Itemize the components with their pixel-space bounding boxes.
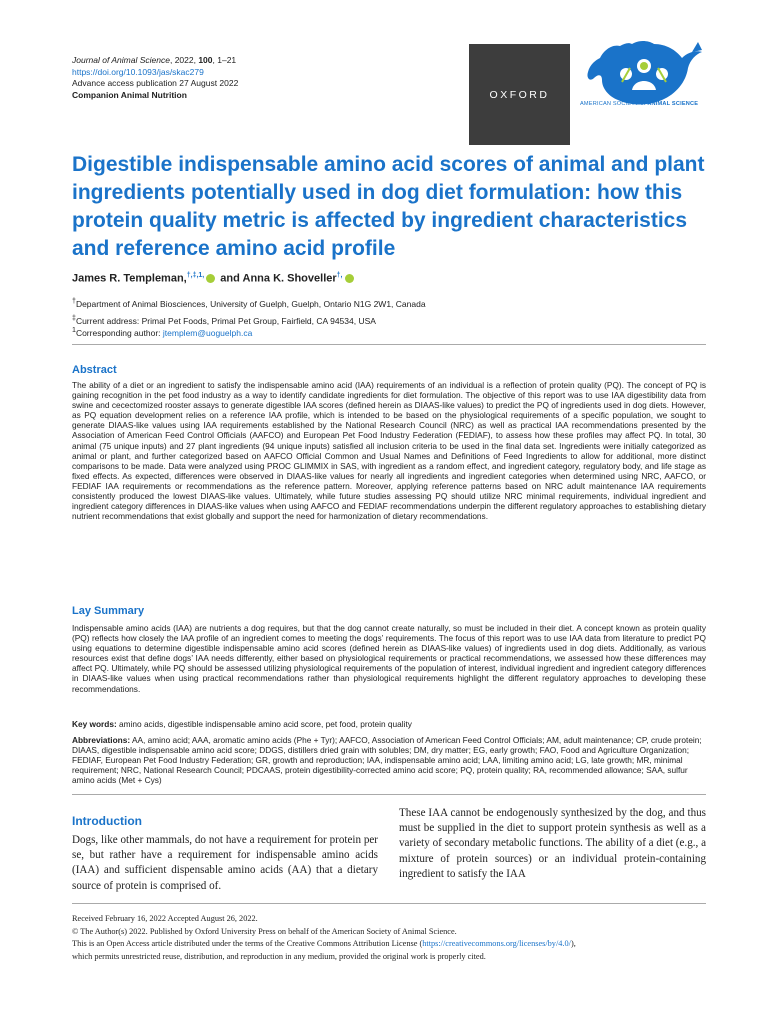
orcid-icon[interactable]	[345, 274, 354, 283]
received-dates: Received February 16, 2022 Accepted August 26, 2022.	[72, 914, 258, 923]
section-label: Companion Animal Nutrition	[72, 89, 187, 100]
volume: 100	[198, 55, 213, 65]
journal-info	[72, 55, 238, 101]
license-link[interactable]: https://creativecommons.org/licenses/by/4.0/	[422, 939, 571, 949]
author-shoveller[interactable]: Anna K. Shoveller	[242, 272, 337, 285]
affiliation-department: †Department of Animal Biosciences, University of Guelph, Guelph, Ontario N1G 2W1, Canada	[72, 297, 426, 309]
journal-name: Journal of Animal Science	[72, 55, 170, 65]
author-templeman[interactable]: James R. Templeman,	[72, 272, 187, 285]
license-line-2: which permits unrestricted reuse, distribution, and reproduction in any medium, provided the original work is properly cited.	[72, 951, 486, 961]
keywords: Key words: amino acids, digestible indispensable amino acid score, pet food, protein quality	[72, 719, 412, 729]
copyright: © The Author(s) 2022. Published by Oxford University Press on behalf of the American Society of Animal Science.	[72, 926, 457, 936]
oxford-logo: OXFORD	[469, 44, 570, 145]
intro-column-2: These IAA cannot be endogenously synthesized by the dog, and thus must be supplied in the diet to support protein synthesis as well as a variety of secondary metabolic functions. The ability of a diet (e.g., a mixture of protein sources) or an individual protein-containing ingredient to satisfy the IAA	[399, 807, 706, 880]
divider	[72, 344, 706, 345]
introduction-heading: Introduction	[72, 814, 142, 828]
footer	[72, 913, 712, 963]
divider	[72, 794, 706, 795]
abstract-text: The ability of a diet or an ingredient to satisfy the indispensable amino acid (IAA) requirements of an individual is a reflection of protein quality (PQ). The concept of PQ is gaining recognition in the pet food industry as a way to identify candidate ingredients for diet formulation. The objective of this report was to use IAA digestibility data from swine and cecectomized rooster assays to generate digestible IAA scores (defined herein as DIAAS-like values) to predict the PQ of ingredients used in dog diets. However, as PQ equation development relies on a reference IAA profile, which is intended to be based on the physiological requirements of a specific population, we sought to generate DIAAS-like values using IAA requirements established by the National Research Council (NRC) as well as practical IAA recommendations presented by the Association of American Feed Control Officials (AAFCO) and European Pet Food Industry Federation (FEDIAF), to assess how these profiles may affect PQ. In total, 30 animal (75 unique inputs) and 27 plant ingredients (94 unique inputs) satisfied all inclusion criteria to be used in the final data set. Ingredients were initially categorized as animal or plant, and further categorized based on AAFCO Official Common and Usual Names and Definitions of Feed Ingredients to allow for additional, more distinct comparisons to be made. Data were analyzed using PROC GLIMMIX in SAS, with ingredient as a random effect, and ingredient category, regulatory body, and life stage as fixed effects. As expected, differences were observed in DIAAS-like values for nearly all ingredients and ingredient categories when determined using NRC, AAFCO, or FEDIAF IAA requirements or recommendations as the reference pattern. Moreover, applying reference patterns based on NRC adult maintenance IAA requirements consistently produced the lowest DIAAS-like values. Ultimately, while future studies assessing PQ should utilize NRC minimal requirements, individual ingredient and ingredient category differences in DIAAS-like values when using AAFCO and FEDIAF recommendations underpin the different regulatory approaches to establishing dietary nutrient recommendations that exist globally and support the need for harmonization of dietary recommendations.	[72, 380, 706, 522]
advance-access: Advance access publication 27 August 2022	[72, 78, 239, 88]
article-title: Digestible indispensable amino acid scores of animal and plant ingredients potentially used in dog diet formulation: how this protein quality metric is affected by ingredient characteristics and reference amino acid profile	[72, 153, 705, 260]
abstract-heading: Abstract	[72, 364, 117, 376]
affiliation-current: ‡Current address: Primal Pet Foods, Primal Pet Group, Fairfield, CA 94534, USA	[72, 314, 376, 326]
abbreviations: Abbreviations: AA, amino acid; AAA, aromatic amino acids (Phe + Tyr); AAFCO, Association of American Feed Control Officials; AM, adult maintenance; CP, crude protein; DIAAS, digestible indispensable amino acid score; DDGS, distillers dried grain with solubles; DM, dry matter; EG, early growth; FAO, Food and Agriculture Organization; FEDIAF, European Pet Food Industry Federation; GR, growth and reproduction; IAA, indispensable amino acid; LAA, limiting amino acid; LG, late growth; MR, minimal requirement; NRC, National Research Council; PDCAAS, protein digestibility-corrected amino acid score; PQ, protein quality; RA, recommended allowance; SAA, sulfur amino acids (Met + Cys)	[72, 735, 702, 786]
corresponding-email-link[interactable]: jtemplem@uoguelph.ca	[162, 327, 253, 338]
lay-summary-heading: Lay Summary	[72, 605, 145, 617]
lay-summary-text: Indispensable amino acids (IAA) are nutrients a dog requires, but that the dog cannot create naturally, so must be included in their diet. A concept known as protein quality (PQ) reflects how closely the IAA profile of an ingredient comes to meeting the dogs’ requirements. The focus of this report was to use IAA data from literature to predict PQ using equations to determine digestible indispensable amino acid scores (defined herein as DIAAS-like values) of ingredients used in dog diets. Additionally, as various resources exist that define dogs’ IAA needs differently, either based on physiological requirements or practical recommendations, we assessed how these differences may affect PQ. Ultimately, while PQ should be assessed utilizing physiological requirements of the population of interest, individual ingredient and ingredient category differences in DIAAS-like values when using practical recommendations rather than physiological requirements highlight the different regulatory approaches to developing these recommendations.	[72, 623, 706, 694]
license-line: This is an Open Access article distributed under the terms of the Creative Commons Attribution License (https://creativecommons.org/licenses/by/4.0/),	[72, 939, 576, 949]
asas-caption: AMERICAN SOCIETY of ANIMAL SCIENCE	[580, 101, 699, 107]
doi-link[interactable]: https://doi.org/10.1093/jas/skac279	[72, 66, 204, 77]
citation-line: Journal of Animal Science, 2022, 100, 1–21	[72, 55, 237, 65]
orcid-icon[interactable]	[206, 274, 215, 283]
authors: James R. Templeman,$^{\dagger,\ddagger,1,}$ and Anna K. Shoveller†,	[72, 272, 356, 285]
corresponding-author: $^1$Corresponding author: jtemplem@uoguelph.ca	[72, 326, 253, 338]
divider	[72, 903, 706, 904]
intro-column-1: Dogs, like other mammals, do not have a requirement for protein per se, but rather have a requirement for indispensable amino acids (IAA) and sufficient dispensable amino acids (AA) that a dietary source of protein is comprised of.	[72, 834, 378, 892]
